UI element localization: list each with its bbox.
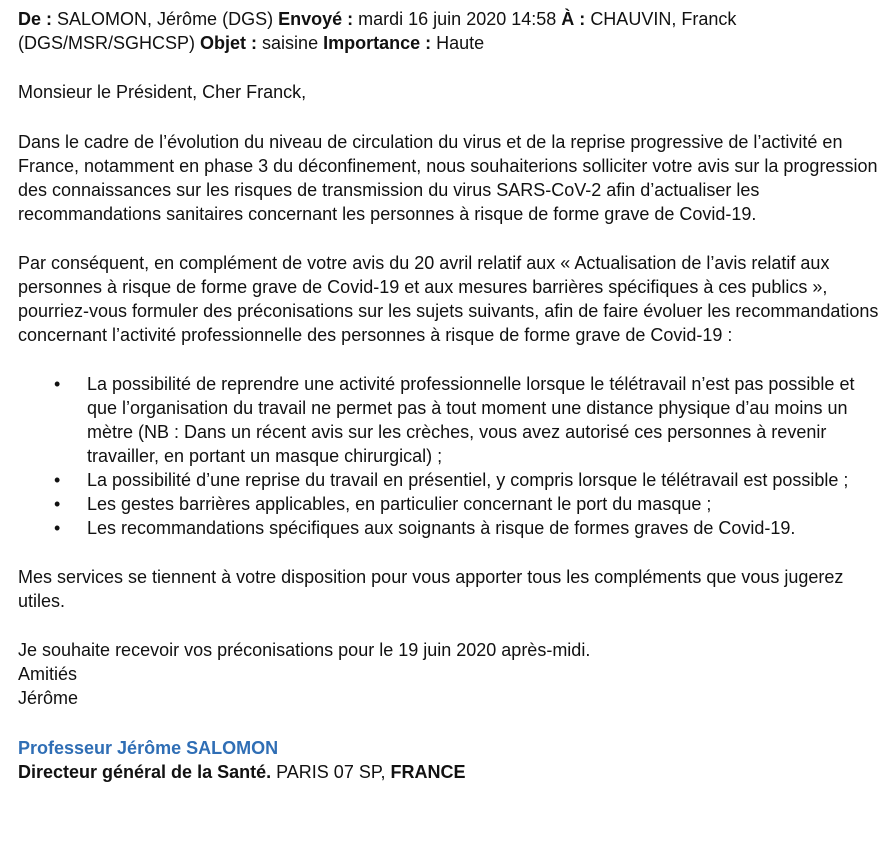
list-item-text: La possibilité d’une reprise du travail en présentiel, y compris lorsque le télétravail est possible ;: [87, 470, 849, 490]
body-paragraph-2: Par conséquent, en complément de votre avis du 20 avril relatif aux « Actualisation de l’avis relatif aux personnes à risque de forme grave de Covid-19 et aux mesures barrières spécifiques à ces publics », pourriez-vous formuler des préconisations sur les sujets suivants, afin de faire évoluer les recommandations concernant l’activité professionnelle des personnes à risque de forme grave de Covid-19 :: [18, 253, 879, 345]
bullet-icon: •: [54, 470, 61, 490]
to-value: CHAUVIN, Franck: [590, 9, 737, 29]
subject-value: saisine: [262, 33, 319, 53]
bullet-icon: •: [54, 518, 61, 538]
to-value-continued: (DGS/MSR/SGHCSP): [18, 33, 196, 53]
list-item: [18, 468, 880, 492]
signature-name: Professeur Jérôme SALOMON: [18, 738, 279, 758]
signature-title-line: [18, 760, 880, 784]
list-item: [18, 372, 880, 468]
list-item: [18, 516, 880, 540]
email-document: [18, 7, 880, 784]
sender-first-name: Jérôme: [18, 688, 79, 708]
signature-country: FRANCE: [390, 762, 466, 782]
signature-address: PARIS 07 SP,: [276, 762, 386, 782]
body-paragraph-1: Dans le cadre de l’évolution du niveau de circulation du virus et de la reprise progressive de l’activité en France, notamment en phase 3 du déconfinement, nous souhaiterions solliciter votre avis sur la progression des connaissances sur les risques de transmission du virus SARS-CoV-2 afin d’actualiser les recommandations sanitaires concernant les personnes à risque de forme grave de Covid-19.: [18, 132, 878, 224]
importance-label: Importance :: [323, 33, 432, 53]
bullet-icon: •: [54, 374, 61, 394]
body-paragraph-4: Je souhaite recevoir vos préconisations pour le 19 juin 2020 après-midi.: [18, 640, 591, 660]
salutation: Monsieur le Président, Cher Franck,: [18, 82, 307, 102]
list-item-text: La possibilité de reprendre une activité professionnelle lorsque le télétravail n’est pas possible et que l’organisation du travail ne permet pas à tout moment une distance physique d’au moins un mètre (NB : Dans un récent avis sur les crèches, vous avez autorisé ces personnes à revenir travailler, en portant un masque chirurgical) ;: [87, 374, 855, 466]
list-item-text: Les gestes barrières applicables, en particulier concernant le port du masque ;: [87, 494, 712, 514]
list-item: [18, 492, 880, 516]
importance-value: Haute: [436, 33, 485, 53]
from-label: De :: [18, 9, 53, 29]
to-label: À :: [561, 9, 586, 29]
signature-title: Directeur général de la Santé.: [18, 762, 272, 782]
header-line-1: [18, 7, 880, 31]
sent-label: Envoyé :: [278, 9, 354, 29]
from-value: SALOMON, Jérôme (DGS): [57, 9, 274, 29]
header-line-2: [18, 31, 880, 55]
body-paragraph-3: Mes services se tiennent à votre disposition pour vous apporter tous les compléments que vous jugerez utiles.: [18, 567, 844, 611]
email-header: [18, 7, 880, 55]
subject-label: Objet :: [200, 33, 258, 53]
bullet-icon: •: [54, 494, 61, 514]
list-item-text: Les recommandations spécifiques aux soignants à risque de formes graves de Covid-19.: [87, 518, 796, 538]
closing: Amitiés: [18, 664, 78, 684]
recommendation-list: [18, 372, 880, 540]
sent-value: mardi 16 juin 2020 14:58: [358, 9, 557, 29]
